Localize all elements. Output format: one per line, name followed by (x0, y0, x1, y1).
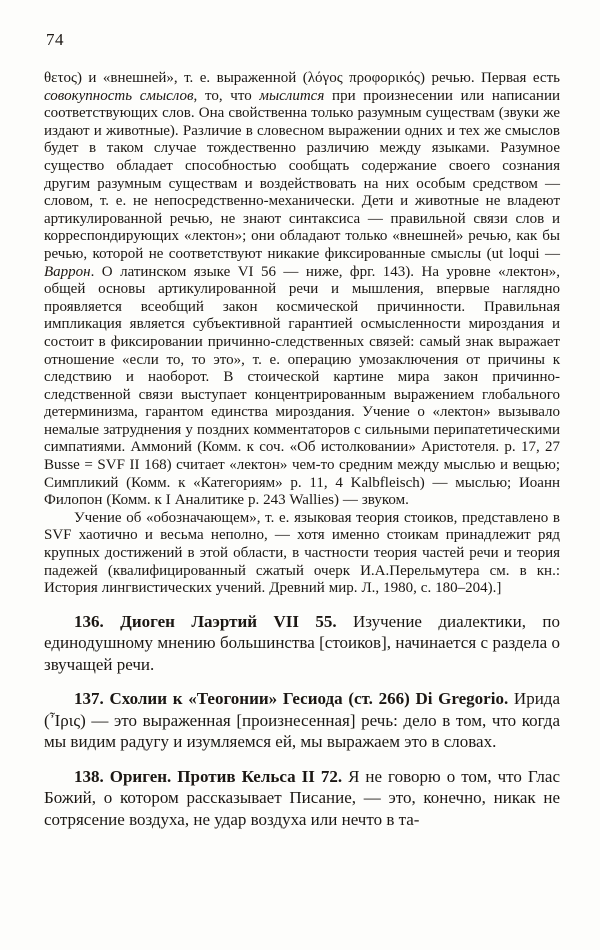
text-segment: 138. Ориген. Против Кельса II 72. (74, 766, 343, 786)
text-segment: Изучение диалектики, по единодушному мнению большинства [стоиков], начинается с раздела о звучащей речи. (44, 611, 560, 674)
text-segment: . О латинском языке VI 56 — ниже, фрг. 143). На уровне «лектон», общей основы артикулированной речи и мышления, впервые наглядно проявляется всеобщий закон космической причинности. Правильная импликация является субъективной гарантией осмысленности мироздания и состоит в фиксировании причинно-следственных связей: самый знак выражает отношение «если то, то это», т. е. операцию умозаключения от причины к следствию и наоборот. В стоической картине мира закон причинно-следственной связи выступает концентрированным выражением глобального детерминизма, гарантом единства мироздания. Учение о «лектон» вызывало немалые затруднения у поздних комментаторов с сильными перипатетическими симпатиями. Аммоний (Комм. к соч. «Об истолковании» Аристотеля. p. 17, 27 Busse = SVF II 168) считает «лектон» чем-то средним между мыслью и вещью; Симпликий (Комм. к «Категориям» p. 11, 4 Kalbfleisch) — мыслью; Иоанн Филопон (Комм. к I Аналитике p. 243 Wallies) — звуком. (44, 263, 560, 509)
text-segment: мыслится (259, 87, 325, 104)
text-segment: совокупность смыслов (44, 87, 194, 104)
page-text (44, 70, 560, 830)
commentary-paragraph-final (44, 510, 560, 598)
text-segment: 137. Схолии к «Теогонии» Гесиода (ст. 266) Di Gregorio. (74, 689, 509, 709)
fragment-137 (44, 688, 560, 753)
commentary-paragraph-continued (44, 70, 560, 510)
text-segment: θετος) и «внешней», т. е. выраженной (λόγος προφορικός) речью. Первая есть (44, 70, 560, 86)
fragment-136 (44, 611, 560, 676)
text-segment: при произнесении или написании соответствующих слов. Она свойственна только разумным существам (звуки же издают и животные). Различие в словесном выражении одних и тех же смыслов будет в таком случае тождественно различию между языками. Разумное существо обладает способностью сообщать содержание своего сознания другим разумным существам и воздействовать на них особым средством — словом, т. е. не непосредственно-механически. Дети и животные не владеют артикулированной речью, не знают синтаксиса — правильной связи слов и корреспондирующих «лектон»; они обладают только «внешней» речью, как бы речью, которой не соответствуют никакие фиксированные смыслы (ut loqui — (44, 87, 561, 262)
text-segment: Варрон (44, 263, 91, 280)
text-segment: Я не говорю о том, что Глас Божий, о котором рассказывает Писание, — это, конечно, никак не сотрясение воздуха, не удар воздуха или нечто в та- (44, 766, 560, 829)
text-segment: , то, что (193, 87, 260, 104)
page-number: 74 (46, 30, 64, 49)
text-segment: Учение об «обозначающем», т. е. языковая теория стоиков, представлено в SVF хаотично и весьма неполно, — хотя именно стоикам принадлежит ряд крупных достижений в этой области, в частности теория частей речи и теория падежей (квалифицированный сжатый очерк И.А.Перельмутера см. в кн.: История лингвистических учений. Древний мир. Л., 1980, с. 180–204).] (44, 509, 560, 597)
text-segment: 136. Диоген Лаэртий VII 55. (74, 611, 337, 631)
fragment-138 (44, 766, 560, 831)
text-segment: Ирида (Ἶρις) — это выраженная [произнесенная] речь: дело в том, что когда мы видим радугу и изумляемся ей, мы выражаем это в словах. (44, 689, 560, 752)
